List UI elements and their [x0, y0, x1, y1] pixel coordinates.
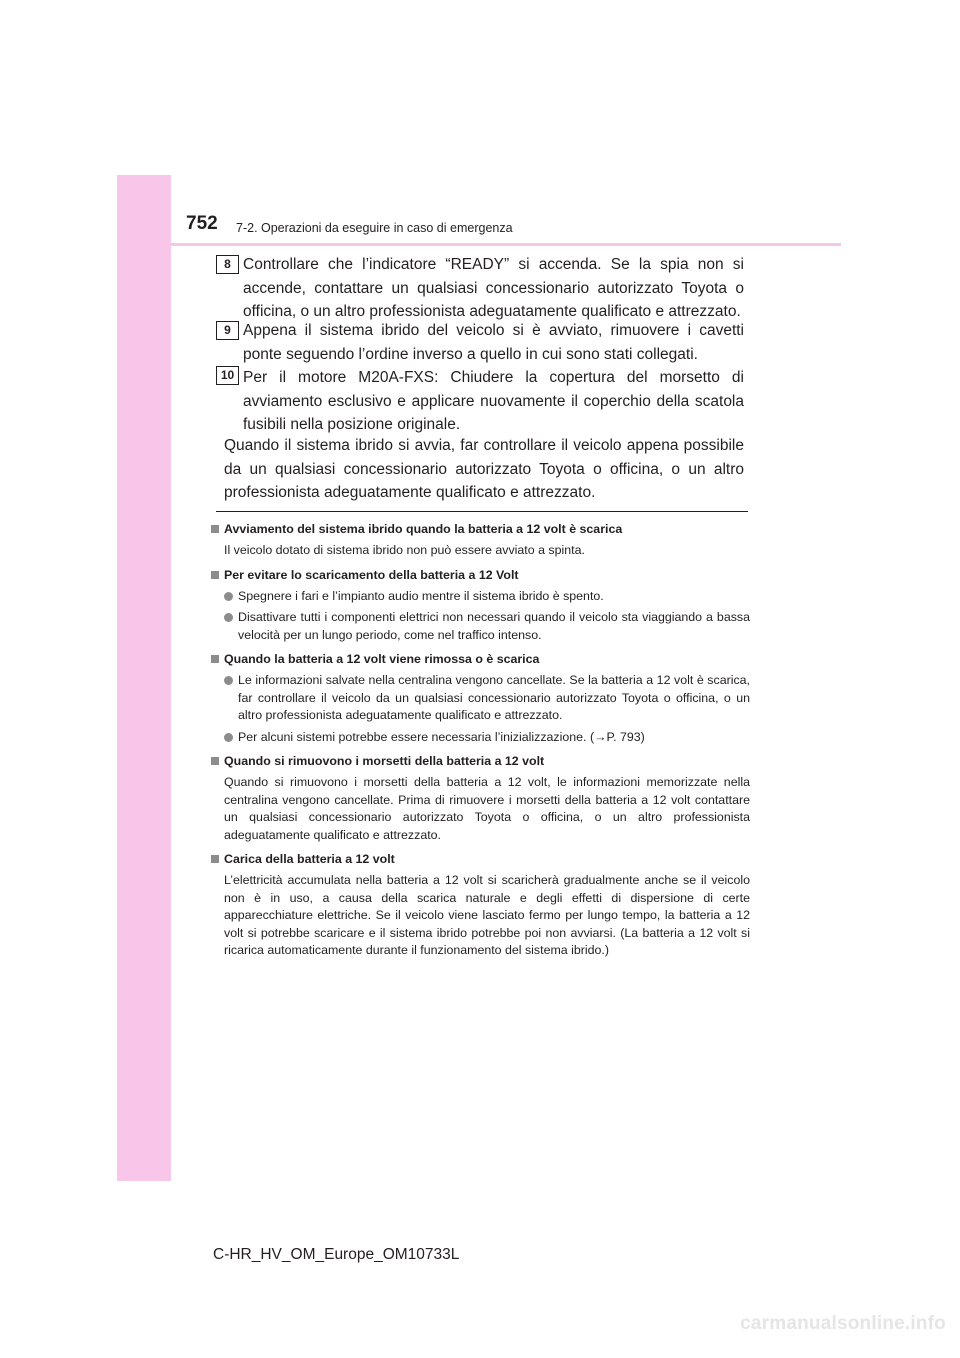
note-heading: Avviamento del sistema ibrido quando la batteria a 12 volt è scarica — [210, 521, 750, 538]
closing-paragraph: Quando il sistema ibrido si avvia, far controllare il veicolo appena possibile da un qualsiasi concessionario autorizzato Toyota o officina, o un altro professionista adeguatamente qualificato e attrezzato. — [224, 437, 744, 501]
page-reference-link[interactable]: (→P. 793) — [589, 729, 645, 744]
header-rule — [171, 243, 841, 246]
step-text-10: Per il motore M20A-FXS: Chiudere la copertura del morsetto di avviamento esclusivo e applicare nuovamente il coperchio della scatola fusibili nella posizione originale. — [243, 369, 744, 433]
square-bullet-icon — [211, 655, 219, 663]
square-bullet-icon — [211, 757, 219, 765]
round-bullet-icon — [224, 733, 233, 742]
section-title: 7-2. Operazioni da eseguire in caso di emergenza — [236, 221, 513, 235]
round-bullet-icon — [224, 613, 233, 622]
note-heading: Carica della batteria a 12 volt — [210, 851, 750, 868]
note-body: L’elettricità accumulata nella batteria a 12 volt si scaricherà gradualmente anche se il veicolo non è in uso, a causa della scarica naturale e degli effetti di dispersione di certe apparecchiature elettriche. Se il veicolo viene lasciato fermo per lungo tempo, la batteria a 12 volt si potrebbe scaricare e il sistema ibrido potrebbe poi non avviarsi. (La batteria a 12 volt si ricarica automaticamente durante il funzionamento del sistema ibrido.) — [224, 873, 750, 957]
note-bullet: Disattivare tutti i componenti elettrici non necessari quando il veicolo sta viaggiando a bassa velocità per un lungo periodo, come nel traffico intenso. — [210, 609, 750, 644]
page-number: 752 — [186, 213, 218, 234]
step-number-8: 8 — [216, 255, 239, 274]
note-bullet: Spegnere i fari e l’impianto audio mentre il sistema ibrido è spento. — [210, 588, 750, 606]
step-number-10: 10 — [216, 366, 239, 385]
round-bullet-icon — [224, 676, 233, 685]
note-bullet: Per alcuni sistemi potrebbe essere necessaria l’inizializzazione. (→P. 793) — [210, 729, 750, 747]
note-heading: Quando la batteria a 12 volt viene rimossa o è scarica — [210, 651, 750, 668]
note-body: Quando si rimuovono i morsetti della batteria a 12 volt, le informazioni memorizzate nella centralina vengono cancellate. Prima di rimuovere i morsetti della batteria a 12 volt contattare un qualsiasi concessionario autorizzato Toyota o officina, o un altro professionista adeguatamente qualificato e attrezzato. — [224, 775, 750, 842]
step-text-8: Controllare che l’indicatore “READY” si accenda. Se la spia non si accende, contattare un qualsiasi concessionario autorizzato Toyota o officina, o un altro professionista adeguatamente qualificato e attrezzato. — [243, 256, 744, 320]
notes-section — [210, 521, 750, 960]
side-tab-band — [117, 175, 171, 1181]
note-body: Il veicolo dotato di sistema ibrido non può essere avviato a spinta. — [224, 543, 585, 557]
square-bullet-icon — [211, 525, 219, 533]
document-code: C-HR_HV_OM_Europe_OM10733L — [213, 1246, 460, 1263]
note-bullet: Le informazioni salvate nella centralina vengono cancellate. Se la batteria a 12 volt è scarica, far controllare il veicolo da un qualsiasi concessionario autorizzato Toyota o officina, o un altro professionista adeguatamente qualificato e attrezzato. — [210, 672, 750, 725]
square-bullet-icon — [211, 855, 219, 863]
square-bullet-icon — [211, 571, 219, 579]
round-bullet-icon — [224, 592, 233, 601]
section-divider — [216, 511, 748, 512]
step-number-9: 9 — [216, 321, 239, 340]
step-text-9: Appena il sistema ibrido del veicolo si è avviato, rimuovere i cavetti ponte seguendo l’ordine inverso a quello in cui sono stati collegati. — [243, 322, 744, 363]
note-heading: Quando si rimuovono i morsetti della batteria a 12 volt — [210, 753, 750, 770]
note-heading: Per evitare lo scaricamento della batteria a 12 Volt — [210, 567, 750, 584]
watermark: carmanualsonline.info — [740, 1313, 946, 1334]
